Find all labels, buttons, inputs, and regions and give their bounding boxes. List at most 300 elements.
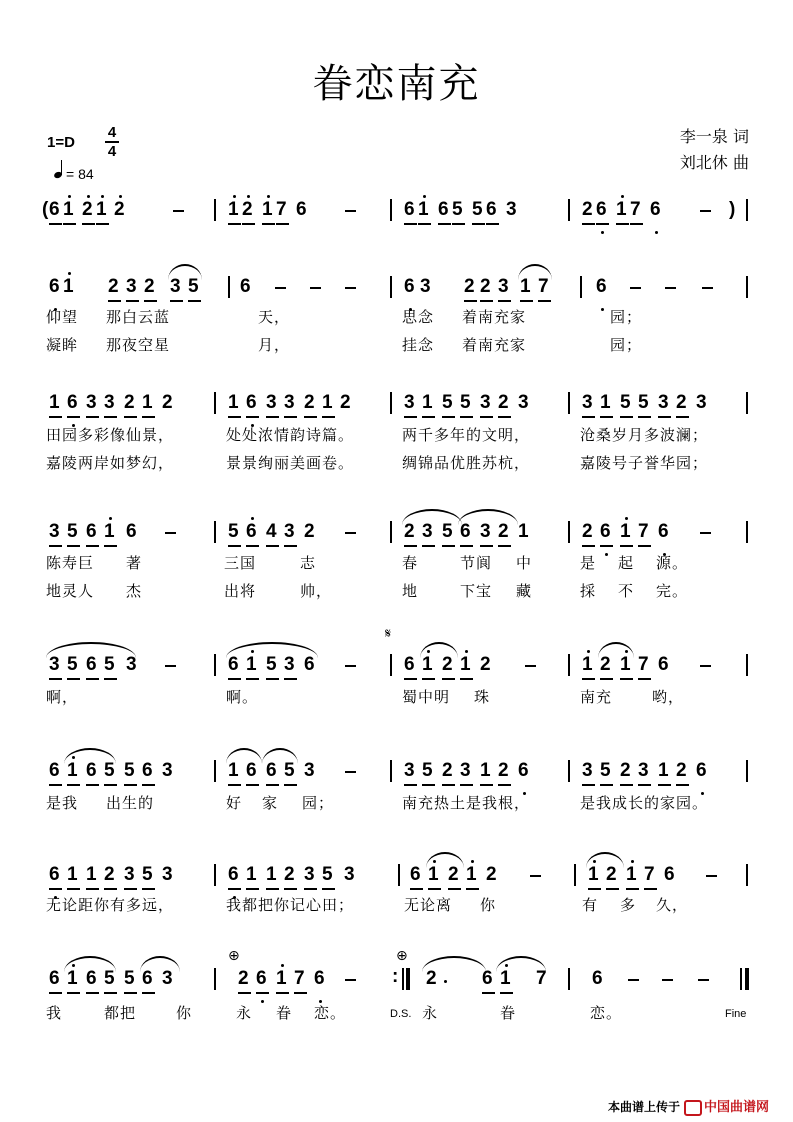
lyric-text: 陈寿巨: [46, 554, 95, 572]
note-digit: 3: [344, 864, 355, 885]
bar-line: [746, 864, 748, 886]
note-underline: [442, 678, 455, 680]
lyric-text: 嘉陵两岸如梦幻，: [46, 454, 175, 472]
lyric-text: 两千多年的文明，: [402, 426, 531, 444]
note-underline: [638, 545, 651, 547]
note-underline: [404, 678, 417, 680]
note-underline: [49, 223, 62, 225]
note-digit: 2: [480, 276, 491, 297]
note-digit: 6: [404, 654, 415, 675]
note-digit: 1: [86, 864, 97, 885]
note-digit: 6: [240, 276, 251, 297]
note-digit: 2: [442, 760, 453, 781]
note-digit: 7: [536, 968, 547, 989]
sustain-dash: [630, 287, 641, 289]
bar-line: [398, 864, 400, 886]
note-digit: 1: [480, 760, 491, 781]
note-digit: 6: [49, 276, 60, 297]
note-digit: 3: [104, 392, 115, 413]
note-dot-above: [247, 195, 250, 198]
note-underline: [284, 784, 297, 786]
tie-slur: [168, 264, 202, 280]
note-underline: [86, 888, 99, 890]
note-digit: 3: [266, 392, 277, 413]
tempo-value: = 84: [66, 166, 94, 182]
bar-line: [214, 654, 216, 676]
note-digit: 2: [108, 276, 119, 297]
note-dot-above: [587, 650, 590, 653]
lyric-text: 三国: [224, 554, 257, 572]
tie-slur: [496, 956, 546, 972]
note-dot-below: [261, 1000, 264, 1003]
note-underline: [256, 992, 269, 994]
note-underline: [228, 416, 241, 418]
note-digit: 2: [284, 864, 295, 885]
note-digit: 2: [124, 392, 135, 413]
note-digit: 6: [296, 199, 307, 220]
note-underline: [49, 545, 62, 547]
note-underline: [266, 784, 279, 786]
tie-slur: [226, 642, 318, 658]
note-underline: [67, 545, 80, 547]
tie-slur: [64, 956, 116, 972]
sustain-dash: [700, 665, 711, 667]
lyric-text: 藏: [516, 582, 533, 600]
note-underline: [262, 223, 275, 225]
note-digit: 2: [304, 392, 315, 413]
note-underline: [322, 888, 335, 890]
footer-text: 本曲谱上传于: [607, 1100, 680, 1114]
bar-line: [214, 521, 216, 543]
note-underline: [582, 223, 595, 225]
note-dot-above: [68, 272, 71, 275]
note-underline: [404, 545, 417, 547]
note-digit: 3: [284, 521, 295, 542]
sustain-dash: [665, 287, 676, 289]
bar-line: [746, 392, 748, 414]
note-digit: 5: [67, 521, 78, 542]
note-digit: 3: [162, 760, 173, 781]
note-underline: [86, 784, 99, 786]
lyric-text: 你: [480, 896, 497, 914]
lyric-text: 挂念: [402, 336, 435, 354]
sustain-dash: [700, 532, 711, 534]
note-digit: 3: [420, 276, 431, 297]
note-digit: 3: [162, 968, 173, 989]
note-underline: [86, 416, 99, 418]
note-digit: 2: [464, 276, 475, 297]
note-digit: 6: [266, 760, 277, 781]
note-digit: 1: [422, 392, 433, 413]
lyric-text: 园；: [610, 336, 643, 354]
note-digit: 2: [498, 521, 509, 542]
note-digit: 2: [600, 654, 611, 675]
note-underline: [452, 223, 465, 225]
lyric-text: 源。: [656, 554, 689, 572]
note-dot-above: [233, 195, 236, 198]
tie-slur: [64, 748, 116, 764]
note-dot-below: [605, 553, 608, 556]
note-digit: 1: [620, 654, 631, 675]
lyric-text: 是我成长的家园。: [580, 794, 709, 812]
note-digit: 1: [246, 864, 257, 885]
note-underline: [294, 992, 307, 994]
lyric-text: 那白云蓝: [106, 308, 171, 326]
note-digit: 1: [520, 276, 531, 297]
note-digit: 2: [620, 760, 631, 781]
note-dot-above: [87, 195, 90, 198]
note-digit: 1: [322, 392, 333, 413]
note-digit: 3: [126, 276, 137, 297]
note-digit: 1: [142, 392, 153, 413]
sustain-dash: [628, 979, 639, 981]
note-underline: [404, 784, 417, 786]
note-digit: 3: [582, 392, 593, 413]
note-digit: 6: [650, 199, 661, 220]
note-underline: [228, 784, 241, 786]
note-underline: [188, 300, 201, 302]
note-underline: [600, 678, 613, 680]
note-digit: 2: [442, 654, 453, 675]
note-underline: [49, 416, 62, 418]
lyric-text: 啊，: [46, 688, 79, 706]
note-digit: 2: [498, 392, 509, 413]
note-digit: 6: [518, 760, 529, 781]
bar-line: [746, 760, 748, 782]
note-digit: 1: [588, 864, 599, 885]
tempo-mark: [54, 166, 94, 182]
lyric-text: 都把: [104, 1004, 137, 1022]
note-digit: 2: [82, 199, 93, 220]
note-digit: 3: [49, 521, 60, 542]
note-digit: 3: [170, 276, 181, 297]
tie-slur: [426, 852, 464, 868]
note-digit: 1: [262, 199, 273, 220]
note-underline: [620, 678, 633, 680]
note-underline: [228, 545, 241, 547]
note-underline: [582, 416, 595, 418]
note-digit: 6: [86, 521, 97, 542]
note-dot-above: [109, 517, 112, 520]
lyric-text: 恋。: [590, 1004, 623, 1022]
note-digit: 6: [486, 199, 497, 220]
note-underline: [246, 416, 259, 418]
bar-line: [390, 654, 392, 676]
note-digit: 6: [404, 199, 415, 220]
note-digit: 5: [104, 654, 115, 675]
note-dot-above: [423, 195, 426, 198]
note-underline: [480, 545, 493, 547]
note-digit: 6: [600, 521, 611, 542]
lyric-text: 下宝: [460, 582, 493, 600]
note-underline: [266, 545, 279, 547]
note-digit: 2: [582, 521, 593, 542]
note-underline: [596, 223, 609, 225]
sustain-dash: [345, 665, 356, 667]
sustain-dash: [345, 532, 356, 534]
note-digit: 1: [658, 760, 669, 781]
note-digit: 1: [228, 199, 239, 220]
lyric-text: 我都把你记心田；: [226, 896, 355, 914]
note-underline: [588, 888, 601, 890]
note-digit: 5: [600, 760, 611, 781]
note-digit: 2: [242, 199, 253, 220]
note-digit: 1: [67, 760, 78, 781]
note-underline: [266, 416, 279, 418]
note-digit: 2: [480, 654, 491, 675]
note-digit: 5: [124, 968, 135, 989]
lyric-text: 节阆: [460, 554, 493, 572]
bar-line: [746, 654, 748, 676]
note-digit: 5: [67, 654, 78, 675]
note-underline: [304, 888, 317, 890]
bar-line: [746, 199, 748, 221]
lyric-text: 园；: [610, 308, 643, 326]
lyric-text: 景景绚丽美画卷。: [226, 454, 355, 472]
note-digit: 2: [304, 521, 315, 542]
lyric-text: 不: [618, 582, 635, 600]
lyric-text: 永: [236, 1004, 253, 1022]
note-digit: 6: [596, 199, 607, 220]
note-underline: [498, 300, 511, 302]
note-digit: 1: [428, 864, 439, 885]
lyric-text: 嘉陵号子誉华园；: [580, 454, 709, 472]
note-underline: [170, 300, 183, 302]
note-digit: 3: [49, 654, 60, 675]
note-digit: 6: [49, 199, 60, 220]
note-underline: [242, 223, 255, 225]
note-digit: 6: [596, 276, 607, 297]
note-underline: [582, 784, 595, 786]
note-digit: 5: [228, 521, 239, 542]
note-underline: [104, 545, 117, 547]
time-signature: [104, 124, 120, 160]
bar-line: [568, 760, 570, 782]
note-underline: [266, 888, 279, 890]
lyric-text: 杰: [126, 582, 143, 600]
bar-line: [746, 276, 748, 298]
note-digit: 1: [266, 864, 277, 885]
lyric-text: 恋。: [314, 1004, 347, 1022]
note-digit: 5: [442, 521, 453, 542]
note-underline: [606, 888, 619, 890]
note-underline: [422, 545, 435, 547]
note-underline: [658, 416, 671, 418]
sustain-dash: [702, 287, 713, 289]
note-underline: [626, 888, 639, 890]
note-underline: [616, 223, 629, 225]
sustain-dash: [525, 665, 536, 667]
dotted-note: [444, 980, 447, 983]
note-underline: [104, 416, 117, 418]
lyric-text: 月，: [258, 336, 291, 354]
note-underline: [466, 888, 479, 890]
sustain-dash: [165, 665, 176, 667]
note-underline: [582, 678, 595, 680]
note-underline: [500, 992, 513, 994]
note-digit: 6: [228, 864, 239, 885]
note-underline: [124, 992, 137, 994]
tie-slur: [458, 509, 518, 525]
note-underline: [422, 416, 435, 418]
fine-mark: Fine: [725, 1008, 747, 1020]
coda-icon: ⊕: [228, 948, 240, 964]
sustain-dash: [706, 875, 717, 877]
note-dot-above: [267, 195, 270, 198]
note-digit: 5: [638, 392, 649, 413]
sustain-dash: [345, 210, 356, 212]
lyric-text: 有: [582, 896, 599, 914]
bar-line: [568, 968, 570, 990]
note-digit: 7: [294, 968, 305, 989]
coda-icon: ⊕: [396, 948, 408, 964]
note-digit: 6: [696, 760, 707, 781]
lyric-text: 仰望: [46, 308, 79, 326]
note-digit: 6: [314, 968, 325, 989]
note-underline: [104, 992, 117, 994]
lyric-text: 沧桑岁月多波澜；: [580, 426, 709, 444]
note-digit: 3: [304, 760, 315, 781]
time-signature-bottom: 4: [107, 143, 117, 160]
lyric-text: 出将: [224, 582, 257, 600]
note-underline: [284, 888, 297, 890]
note-digit: 2: [606, 864, 617, 885]
segno-icon: 𝄋: [385, 626, 392, 642]
lyric-text: 你: [176, 1004, 193, 1022]
note-digit: 6: [658, 521, 669, 542]
bar-line: [390, 521, 392, 543]
note-underline: [228, 678, 241, 680]
bar-line: [214, 760, 216, 782]
note-digit: 3: [480, 521, 491, 542]
bar-line: [390, 276, 392, 298]
note-underline: [246, 784, 259, 786]
note-digit: 6: [49, 864, 60, 885]
note-dot-below: [601, 308, 604, 311]
note-underline: [620, 416, 633, 418]
lyric-text: 处处浓情韵诗篇。: [226, 426, 355, 444]
note-underline: [460, 545, 473, 547]
note-dot-above: [621, 195, 624, 198]
lyric-text: 多: [620, 896, 637, 914]
note-underline: [322, 416, 335, 418]
note-digit: 6: [86, 760, 97, 781]
note-digit: 5: [620, 392, 631, 413]
note-digit: 5: [124, 760, 135, 781]
note-dot-above: [251, 517, 254, 520]
note-underline: [104, 678, 117, 680]
tie-slur: [586, 852, 624, 868]
note-digit: 3: [480, 392, 491, 413]
note-underline: [49, 784, 62, 786]
bar-line: [574, 864, 576, 886]
quarter-note-icon: [54, 172, 63, 179]
lyric-text: 着南充家: [462, 308, 527, 326]
tie-slur: [598, 642, 634, 658]
note-digit: 5: [104, 760, 115, 781]
note-underline: [86, 992, 99, 994]
note-digit: 1: [63, 276, 74, 297]
note-underline: [124, 888, 137, 890]
note-underline: [228, 223, 241, 225]
note-digit: 2: [448, 864, 459, 885]
note-digit: 1: [460, 654, 471, 675]
note-digit: 2: [114, 199, 125, 220]
note-digit: 6: [246, 521, 257, 542]
bar-line: [402, 968, 404, 990]
note-underline: [284, 678, 297, 680]
note-digit: 2: [144, 276, 155, 297]
note-digit: 6: [658, 654, 669, 675]
note-digit: 1: [104, 521, 115, 542]
lyric-text: 永: [422, 1004, 439, 1022]
note-dot-above: [119, 195, 122, 198]
note-underline: [428, 888, 441, 890]
note-digit: 1: [518, 521, 529, 542]
sustain-dash: [310, 287, 321, 289]
note-underline: [142, 416, 155, 418]
note-digit: 5: [460, 392, 471, 413]
note-underline: [472, 223, 485, 225]
note-underline: [246, 545, 259, 547]
bar-line: [214, 199, 216, 221]
note-underline: [630, 223, 643, 225]
note-digit: 1: [500, 968, 511, 989]
lyric-text: 啊。: [226, 688, 259, 706]
note-digit: 5: [284, 760, 295, 781]
note-underline: [126, 300, 139, 302]
note-underline: [644, 888, 657, 890]
note-digit: 3: [86, 392, 97, 413]
tie-slur: [46, 642, 136, 658]
lyric-text: 天，: [258, 308, 291, 326]
note-digit: 2: [162, 392, 173, 413]
note-digit: 2: [404, 521, 415, 542]
note-underline: [142, 784, 155, 786]
note-digit: 1: [466, 864, 477, 885]
lyric-text: 出生的: [106, 794, 155, 812]
note-underline: [63, 223, 76, 225]
note-underline: [104, 784, 117, 786]
note-digit: 3: [506, 199, 517, 220]
note-digit: 3: [162, 864, 173, 885]
note-underline: [142, 888, 155, 890]
bar-line: [568, 392, 570, 414]
note-digit: 7: [630, 199, 641, 220]
note-digit: 6: [86, 968, 97, 989]
note-digit: 3: [498, 276, 509, 297]
bar-line: [568, 199, 570, 221]
lyric-text: 採: [580, 582, 597, 600]
note-digit: 2: [498, 760, 509, 781]
note-underline: [538, 300, 551, 302]
paren-close: ): [729, 199, 736, 220]
note-digit: 1: [246, 654, 257, 675]
note-underline: [460, 678, 473, 680]
note-underline: [246, 678, 259, 680]
note-underline: [142, 992, 155, 994]
lyric-text: 地灵人: [46, 582, 95, 600]
note-underline: [620, 545, 633, 547]
note-underline: [600, 416, 613, 418]
note-digit: 6: [410, 864, 421, 885]
note-digit: 1: [422, 654, 433, 675]
note-underline: [600, 545, 613, 547]
note-underline: [96, 223, 109, 225]
note-digit: 1: [616, 199, 627, 220]
note-dot-below: [601, 231, 604, 234]
note-underline: [480, 300, 493, 302]
